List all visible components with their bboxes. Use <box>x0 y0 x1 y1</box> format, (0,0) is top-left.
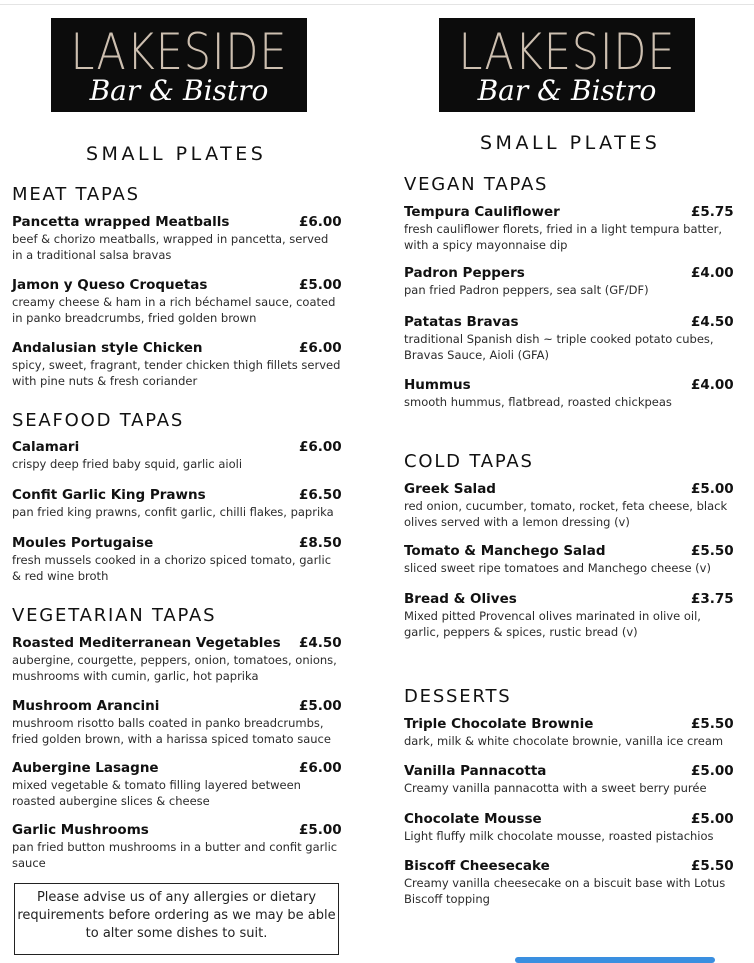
item-description: pan fried king prawns, confit garlic, chilli flakes, paprika <box>12 505 334 519</box>
menu-item <box>12 635 342 684</box>
menu-item <box>404 204 734 253</box>
item-price: £6.00 <box>299 439 342 455</box>
item-description: red onion, cucumber, tomato, rocket, feta cheese, black olives served with a lemon dressing (v) <box>404 499 728 529</box>
item-price: £5.00 <box>691 763 734 779</box>
item-description: pan fried button mushrooms in a butter and confit garlic sauce <box>12 840 338 870</box>
item-description: pan fried Padron peppers, sea salt (GF/DF) <box>404 283 649 297</box>
item-name: Calamari <box>12 439 80 455</box>
item-price: £5.00 <box>299 698 342 714</box>
menu-item <box>12 698 342 747</box>
section-heading-meat-tapas: MEAT TAPAS <box>12 184 140 205</box>
menu-item <box>12 214 342 263</box>
item-name: Andalusian style Chicken <box>12 340 203 356</box>
item-description: creamy cheese & ham in a rich béchamel sauce, coated in panko breadcrumbs, fried golden brown <box>12 295 336 325</box>
menu-item <box>404 314 734 363</box>
bottom-scroll-indicator <box>515 957 715 963</box>
item-description: Mixed pitted Provencal olives marinated in olive oil, garlic, peppers & spices, rustic bread (v) <box>404 609 701 639</box>
item-price: £4.50 <box>691 314 734 330</box>
item-description: mixed vegetable & tomato filling layered between roasted aubergine slices & cheese <box>12 778 301 808</box>
item-price: £5.00 <box>299 822 342 838</box>
item-name: Tempura Cauliflower <box>404 204 560 220</box>
menu-item <box>12 822 342 871</box>
item-price: £5.00 <box>691 481 734 497</box>
menu-item <box>404 811 734 845</box>
item-price: £6.00 <box>299 340 342 356</box>
item-name: Bread & Olives <box>404 591 517 607</box>
item-name: Mushroom Arancini <box>12 698 160 714</box>
item-price: £5.75 <box>691 204 734 220</box>
section-heading-desserts: DESSERTS <box>404 686 512 707</box>
logo-subtitle: Bar & Bistro <box>477 74 657 107</box>
logo-subtitle: Bar & Bistro <box>89 74 269 107</box>
menu-item <box>404 377 734 411</box>
menu-item <box>404 763 734 797</box>
item-description: Creamy vanilla cheesecake on a biscuit base with Lotus Biscoff topping <box>404 876 726 906</box>
item-description: crispy deep fried baby squid, garlic aioli <box>12 457 243 471</box>
lakeside-logo <box>51 18 307 112</box>
item-name: Jamon y Queso Croquetas <box>12 277 208 293</box>
item-price: £4.00 <box>691 265 734 281</box>
menu-item <box>12 535 342 584</box>
lakeside-logo <box>439 18 695 112</box>
item-name: Garlic Mushrooms <box>12 822 149 838</box>
item-description: spicy, sweet, fragrant, tender chicken thigh fillets served with pine nuts & fresh coriander <box>12 358 341 388</box>
menu-item <box>12 340 342 389</box>
top-divider <box>0 4 754 5</box>
item-price: £6.00 <box>299 760 342 776</box>
item-name: Patatas Bravas <box>404 314 519 330</box>
menu-item <box>12 487 342 521</box>
item-price: £6.00 <box>299 214 342 230</box>
item-price: £3.75 <box>691 591 734 607</box>
item-description: traditional Spanish dish ~ triple cooked potato cubes, Bravas Sauce, Aioli (GFA) <box>404 332 714 362</box>
item-description: fresh mussels cooked in a chorizo spiced tomato, garlic & red wine broth <box>12 553 332 583</box>
item-price: £4.00 <box>691 377 734 393</box>
menu-item <box>404 265 734 299</box>
item-name: Pancetta wrapped Meatballs <box>12 214 230 230</box>
item-name: Vanilla Pannacotta <box>404 763 547 779</box>
item-price: £5.50 <box>691 543 734 559</box>
small-plates-title: SMALL PLATES <box>480 132 661 154</box>
menu-item <box>404 543 734 577</box>
menu-item <box>12 760 342 809</box>
menu-item <box>404 858 734 907</box>
item-name: Moules Portugaise <box>12 535 154 551</box>
item-description: Creamy vanilla pannacotta with a sweet berry purée <box>404 781 707 795</box>
menu-item <box>12 439 342 473</box>
item-name: Triple Chocolate Brownie <box>404 716 594 732</box>
item-description: mushroom risotto balls coated in panko breadcrumbs, fried golden brown, with a harissa spiced tomato sauce <box>12 716 331 746</box>
item-name: Greek Salad <box>404 481 496 497</box>
section-heading-cold-tapas: COLD TAPAS <box>404 451 534 472</box>
item-description: sliced sweet ripe tomatoes and Manchego cheese (v) <box>404 561 711 575</box>
menu-item <box>404 716 734 750</box>
menu-item <box>404 481 734 530</box>
item-description: aubergine, courgette, peppers, onion, tomatoes, onions, mushrooms with cumin, garlic, hot paprika <box>12 653 337 683</box>
item-price: £5.00 <box>691 811 734 827</box>
item-name: Hummus <box>404 377 471 393</box>
section-heading-vegetarian-tapas: VEGETARIAN TAPAS <box>12 605 217 626</box>
logo-wordmark: LAKESIDE <box>458 23 676 81</box>
item-name: Confit Garlic King Prawns <box>12 487 206 503</box>
item-name: Padron Peppers <box>404 265 525 281</box>
item-description: beef & chorizo meatballs, wrapped in pancetta, served in a traditional salsa bravas <box>12 232 329 262</box>
menu-item <box>404 591 734 640</box>
item-name: Roasted Mediterranean Vegetables <box>12 635 281 651</box>
item-name: Biscoff Cheesecake <box>404 858 550 874</box>
item-description: fresh cauliflower florets, fried in a light tempura batter, with a spicy mayonnaise dip <box>404 222 722 252</box>
item-price: £8.50 <box>299 535 342 551</box>
item-description: smooth hummus, flatbread, roasted chickpeas <box>404 395 672 409</box>
item-price: £4.50 <box>299 635 342 651</box>
small-plates-title: SMALL PLATES <box>86 143 267 165</box>
item-price: £5.50 <box>691 858 734 874</box>
item-price: £5.00 <box>299 277 342 293</box>
item-price: £6.50 <box>299 487 342 503</box>
item-description: dark, milk & white chocolate brownie, vanilla ice cream <box>404 734 724 748</box>
item-name: Chocolate Mousse <box>404 811 542 827</box>
logo-wordmark: LAKESIDE <box>70 23 288 81</box>
allergy-notice: Please advise us of any allergies or dietary requirements before ordering as we may be able to alter some dishes to suit. <box>14 883 339 955</box>
section-heading-seafood-tapas: SEAFOOD TAPAS <box>12 410 185 431</box>
item-price: £5.50 <box>691 716 734 732</box>
item-name: Aubergine Lasagne <box>12 760 159 776</box>
item-name: Tomato & Manchego Salad <box>404 543 606 559</box>
menu-item <box>12 277 342 326</box>
item-description: Light fluffy milk chocolate mousse, roasted pistachios <box>404 829 714 843</box>
section-heading-vegan-tapas: VEGAN TAPAS <box>404 174 549 195</box>
